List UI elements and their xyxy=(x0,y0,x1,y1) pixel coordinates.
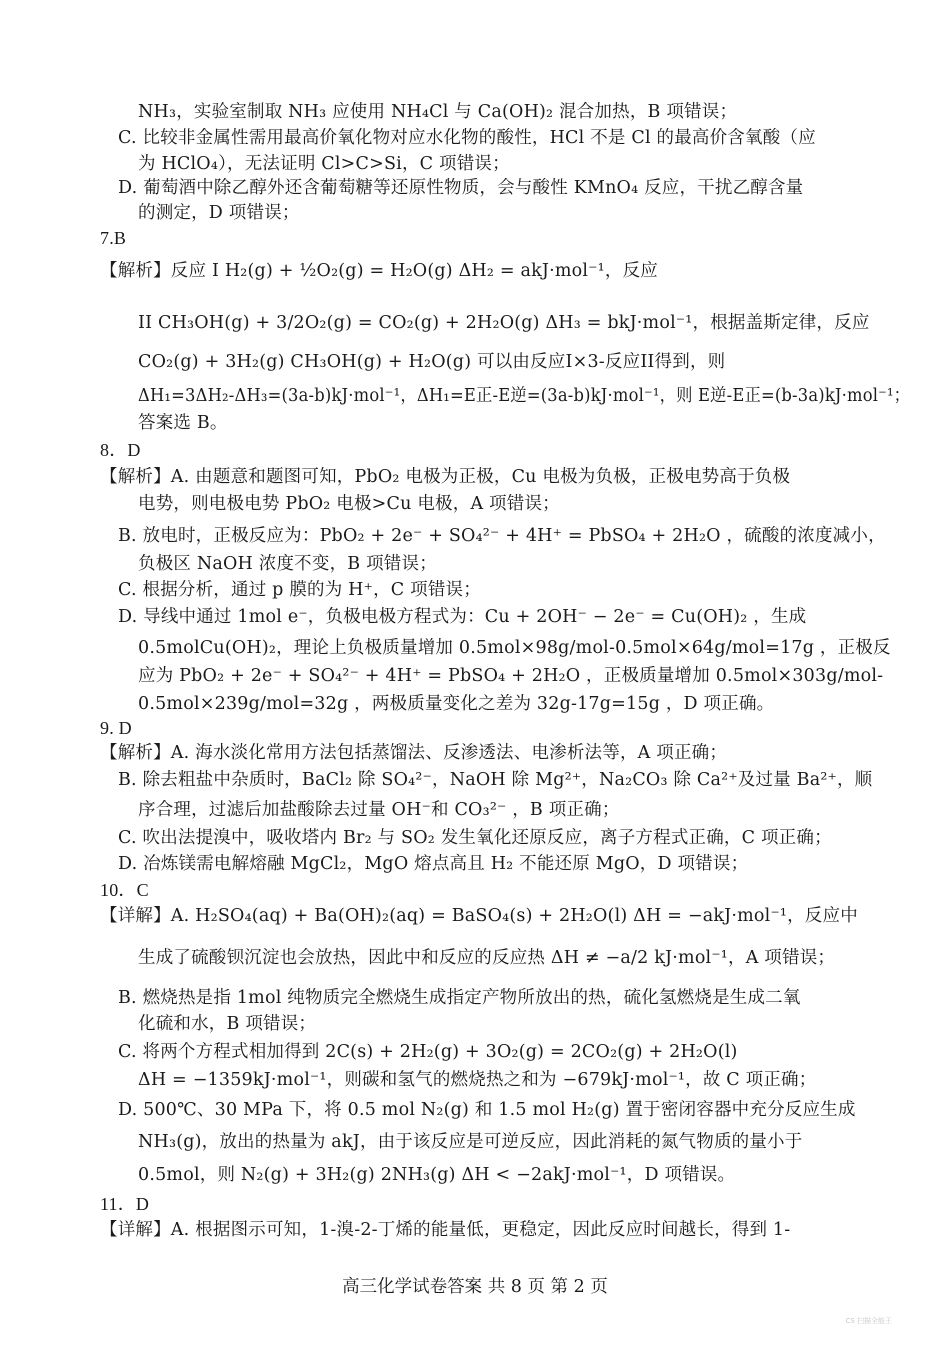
text-line: ΔH = −1359kJ·mol⁻¹，则碳和氢气的燃烧热之和为 −679kJ·mol⁻¹，故 C 项正确； xyxy=(138,1070,817,1090)
text-line: B. 燃烧热是指 1mol 纯物质完全燃烧生成指定产物所放出的热，硫化氢燃烧是生成二氧 xyxy=(118,988,801,1008)
text-line: 【详解】A. H₂SO₄(aq) + Ba(OH)₂(aq) = BaSO₄(s) + 2H₂O(l) ΔH = −akJ·mol⁻¹，反应中 xyxy=(100,906,858,926)
text-line: C. 比较非金属性需用最高价氧化物对应水化物的酸性，HCl 不是 Cl 的最高价含氧酸（应 xyxy=(118,128,816,148)
text-line: 【解析】反应 I H₂(g) + ½O₂(g) = H₂O(g) ΔH₂ = akJ·mol⁻¹，反应 xyxy=(100,261,658,281)
text-line: 0.5mol×239g/mol=32g ，两极质量变化之差为 32g-17g=15g ，D 项正确。 xyxy=(138,694,775,714)
text-line: 电势，则电极电势 PbO₂ 电极>Cu 电极，A 项错误； xyxy=(138,494,560,514)
text-line: C. 将两个方程式相加得到 2C(s) + 2H₂(g) + 3O₂(g) = 2CO₂(g) + 2H₂O(l) xyxy=(118,1042,738,1062)
text-line: C. 吹出法提溴中，吸收塔内 Br₂ 与 SO₂ 发生氧化还原反应，离子方程式正确，C 项正确； xyxy=(118,828,832,848)
question-number: 8．D xyxy=(100,440,141,460)
text-line: C. 根据分析，通过 p 膜的为 H⁺，C 项错误； xyxy=(118,580,481,600)
text-line: 的测定，D 项错误； xyxy=(138,203,300,223)
text-line: 0.5molCu(OH)₂，理论上负极质量增加 0.5mol×98g/mol-0.5mol×64g/mol=17g ，正极反 xyxy=(138,638,891,658)
text-line: NH₃，实验室制取 NH₃ 应使用 NH₄Cl 与 Ca(OH)₂ 混合加热，B 项错误； xyxy=(138,102,738,122)
text-line: D. 导线中通过 1mol e⁻，负极电极方程式为：Cu + 2OH⁻ − 2e⁻ = Cu(OH)₂ ，生成 xyxy=(118,607,807,627)
question-number: 10．C xyxy=(100,880,149,900)
text-line: D. 葡萄酒中除乙醇外还含葡萄糖等还原性物质，会与酸性 KMnO₄ 反应，干扰乙醇含量 xyxy=(118,178,804,198)
text-line: 0.5mol，则 N₂(g) + 3H₂(g) 2NH₃(g) ΔH < −2akJ·mol⁻¹，D 项错误。 xyxy=(138,1165,736,1185)
text-line: 负极区 NaOH 浓度不变，B 项错误； xyxy=(138,554,437,574)
text-line: 序合理，过滤后加盐酸除去过量 OH⁻和 CO₃²⁻ ，B 项正确； xyxy=(138,800,620,820)
text-line: ΔH₁=3ΔH₂-ΔH₃=(3a-b)kJ·mol⁻¹，ΔH₁=E正-E逆=(3a-b)kJ·mol⁻¹，则 E逆-E正=(b-3a)kJ·mol⁻¹； xyxy=(138,386,911,406)
text-line: 为 HClO₄），无法证明 Cl>C>Si，C 项错误； xyxy=(138,154,510,174)
text-line: 【详解】A. 根据图示可知，1-溴-2-丁烯的能量低，更稳定，因此反应时间越长，得到 1- xyxy=(100,1220,791,1240)
text-line: B. 放电时，正极反应为：PbO₂ + 2e⁻ + SO₄²⁻ + 4H⁺ = PbSO₄ + 2H₂O ，硫酸的浓度减小， xyxy=(118,526,886,546)
text-line: 生成了硫酸钡沉淀也会放热，因此中和反应的反应热 ΔH ≠ −a/2 kJ·mol⁻¹，A 项错误； xyxy=(138,948,836,968)
question-number: 7.B xyxy=(100,228,127,248)
text-line: 答案选 B。 xyxy=(138,413,228,433)
text-line: D. 500℃、30 MPa 下，将 0.5 mol N₂(g) 和 1.5 mol H₂(g) 置于密闭容器中充分反应生成 xyxy=(118,1100,856,1120)
text-line: D. 冶炼镁需电解熔融 MgCl₂，MgO 熔点高且 H₂ 不能还原 MgO，D 项错误； xyxy=(118,854,749,874)
scanner-watermark: CS 扫描全能王 xyxy=(845,1317,892,1325)
text-line: 化硫和水，B 项错误； xyxy=(138,1014,317,1034)
text-line: 【解析】A. 由题意和题图可知，PbO₂ 电极为正极，Cu 电极为负极，正极电势高于负极 xyxy=(100,467,791,487)
question-number: 11．D xyxy=(100,1194,150,1214)
page-footer: 高三化学试卷答案 共 8 页 第 2 页 xyxy=(342,1277,608,1297)
text-line: 应为 PbO₂ + 2e⁻ + SO₄²⁻ + 4H⁺ = PbSO₄ + 2H₂O ，正极质量增加 0.5mol×303g/mol- xyxy=(138,666,884,686)
text-line: 【解析】A. 海水淡化常用方法包括蒸馏法、反渗透法、电渗析法等，A 项正确； xyxy=(100,743,728,763)
text-line: CO₂(g) + 3H₂(g) CH₃OH(g) + H₂O(g) 可以由反应I×3-反应II得到，则 xyxy=(138,352,726,372)
text-line: B. 除去粗盐中杂质时，BaCl₂ 除 SO₄²⁻，NaOH 除 Mg²⁺，Na₂CO₃ 除 Ca²⁺及过量 Ba²⁺，顺 xyxy=(118,770,873,790)
text-line: NH₃(g)，放出的热量为 akJ，由于该反应是可逆反应，因此消耗的氮气物质的量小于 xyxy=(138,1132,803,1152)
question-number: 9. D xyxy=(100,718,132,738)
text-line: II CH₃OH(g) + 3/2O₂(g) = CO₂(g) + 2H₂O(g) ΔH₃ = bkJ·mol⁻¹，根据盖斯定律，反应 xyxy=(138,313,870,333)
